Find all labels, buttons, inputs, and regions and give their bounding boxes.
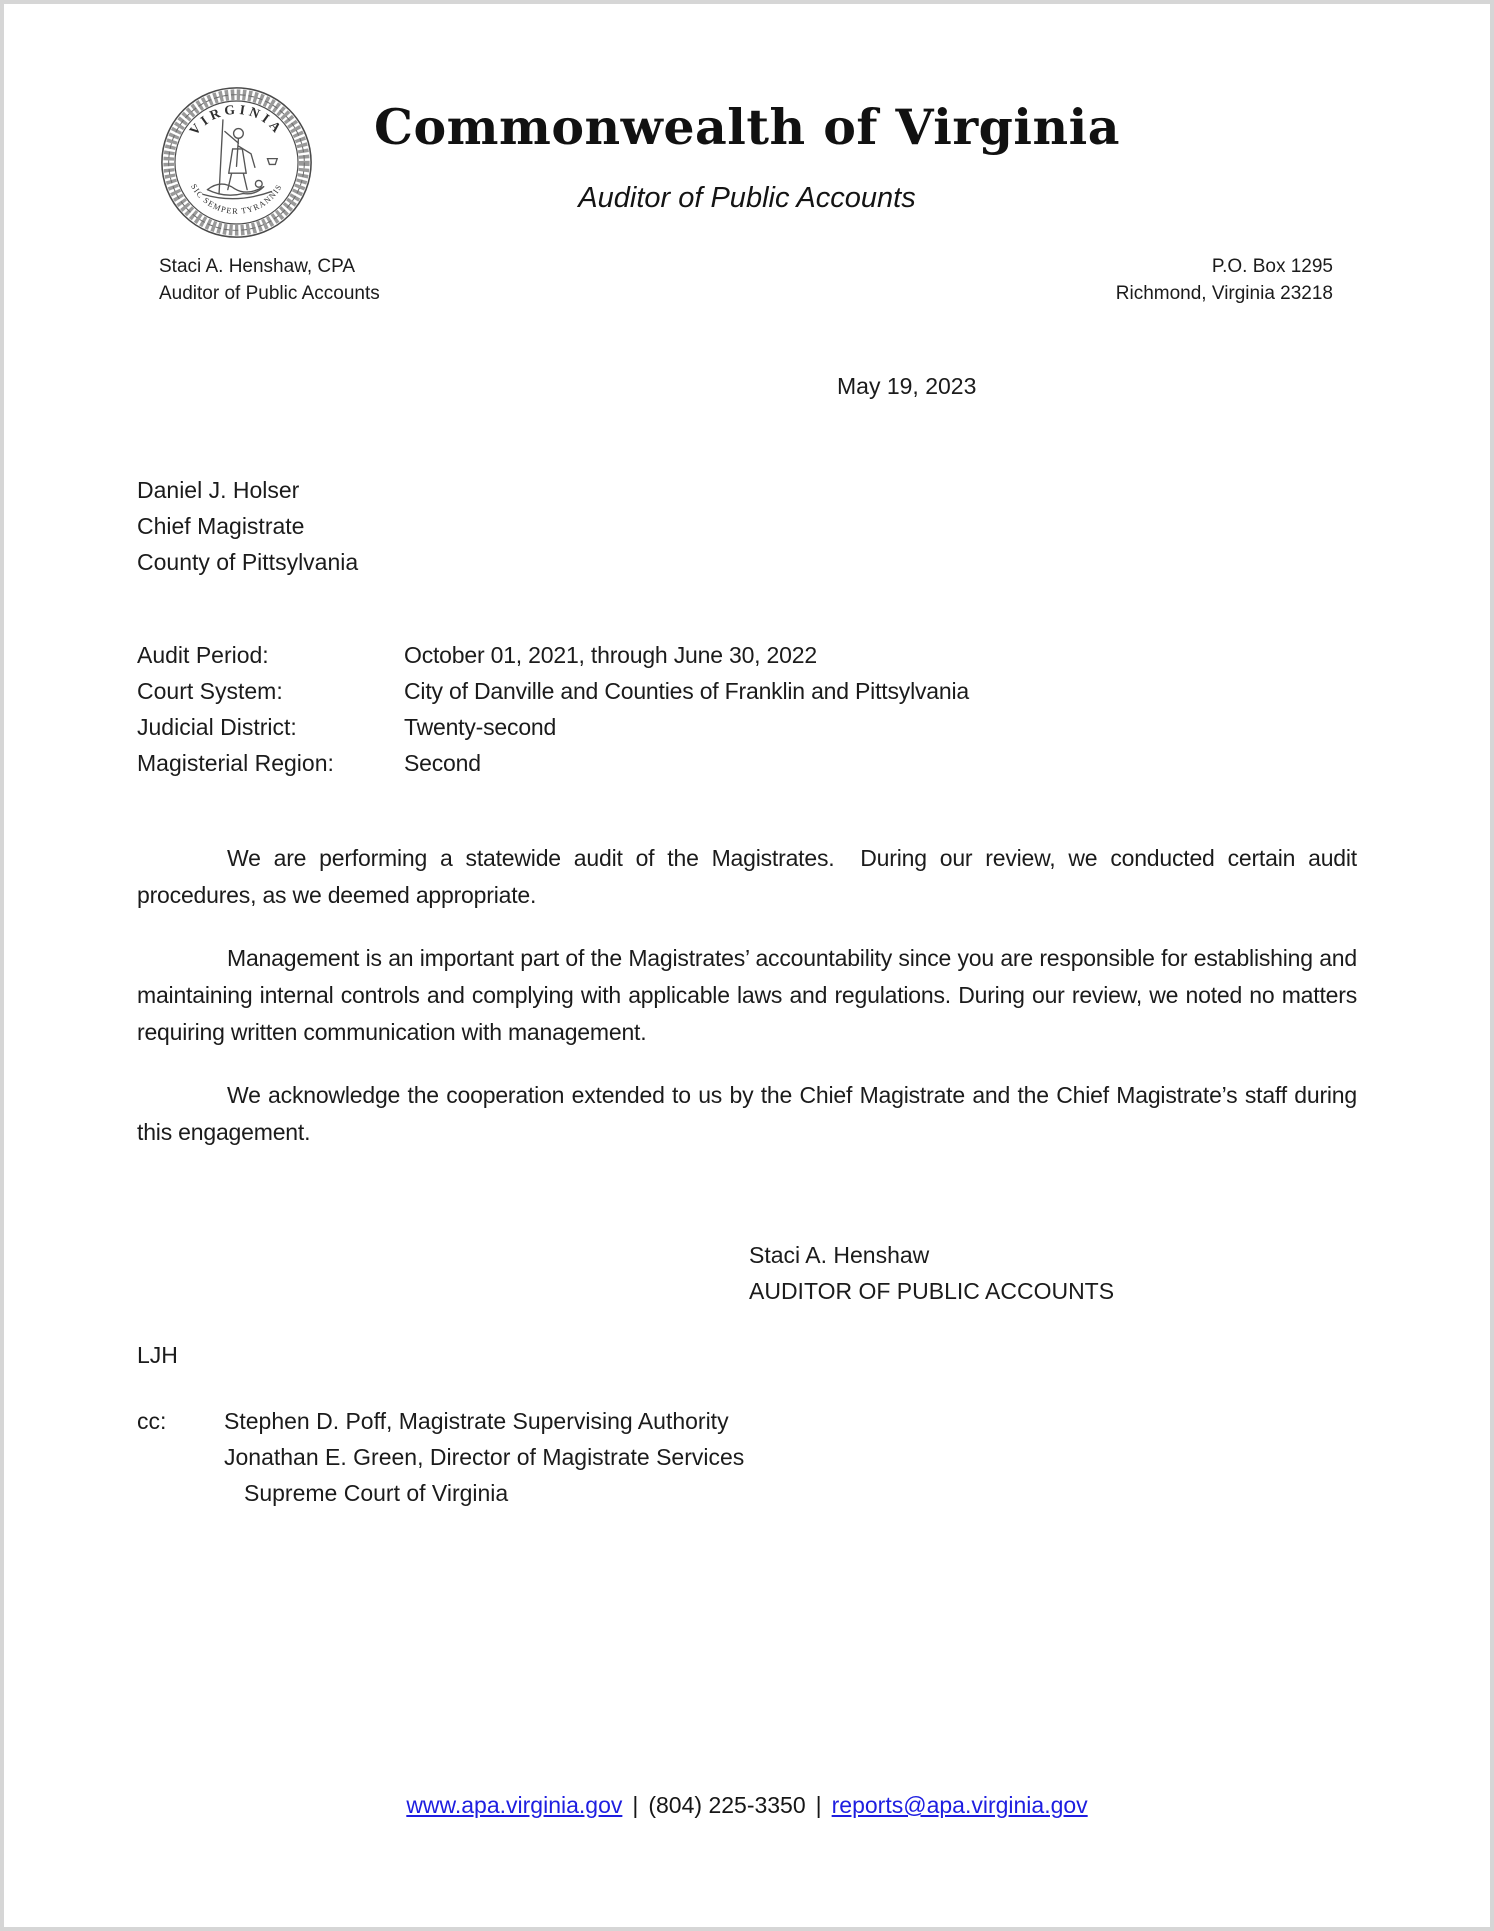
magisterial-region-label: Magisterial Region: — [137, 750, 334, 776]
signature-title: AUDITOR OF PUBLIC ACCOUNTS — [749, 1278, 1115, 1304]
org-subtitle: Auditor of Public Accounts — [578, 182, 916, 214]
signature-block — [749, 1237, 1357, 1309]
court-system-label: Court System: — [137, 678, 283, 704]
body-paragraph-1: We are performing a statewide audit of the Magistrates. During our review, we conducted certain audit procedures, as we deemed appropriate. — [137, 845, 1364, 908]
virginia-state-seal — [159, 85, 314, 240]
email-link[interactable]: reports@apa.virginia.gov — [831, 1792, 1088, 1818]
cc-entry-2: Jonathan E. Green, Director of Magistrate Services — [224, 1444, 745, 1470]
judicial-district-value: Twenty-second — [404, 714, 557, 740]
audit-period-value: October 01, 2021, through June 30, 2022 — [404, 642, 817, 668]
recipient-name: Daniel J. Holser — [137, 477, 300, 503]
letter-content — [4, 4, 1490, 1927]
cc-block — [137, 1403, 1357, 1511]
letterhead-titles — [137, 85, 1357, 215]
cc-entry-3: Supreme Court of Virginia — [244, 1480, 509, 1506]
seal-text-virginia: VIRGINIA — [186, 101, 287, 138]
audit-detail-row — [137, 673, 1357, 709]
cc-entries — [224, 1403, 744, 1511]
court-system-value: City of Danville and Counties of Franklin and Pittsylvania — [404, 678, 969, 704]
cc-entry-1: Stephen D. Poff, Magistrate Supervising Authority — [224, 1408, 729, 1434]
official-title: Auditor of Public Accounts — [159, 283, 380, 304]
seal-text-motto: SIC SEMPER TYRANNIS — [188, 182, 285, 216]
address-line-2: Richmond, Virginia 23218 — [1115, 283, 1333, 304]
official-name: Staci A. Henshaw, CPA — [159, 256, 356, 277]
audit-detail-row — [137, 745, 1357, 781]
office-address-block — [1116, 253, 1333, 307]
letter-footer — [137, 1787, 1357, 1823]
address-line-1: P.O. Box 1295 — [1211, 256, 1333, 277]
typist-initials: LJH — [137, 1342, 178, 1368]
recipient-location: County of Pittsylvania — [137, 549, 359, 575]
signature-name: Staci A. Henshaw — [749, 1242, 930, 1268]
magisterial-region-value: Second — [404, 750, 481, 776]
org-title: Commonwealth of Virginia — [374, 98, 1120, 156]
audit-period-label: Audit Period: — [137, 642, 269, 668]
official-name-block — [159, 253, 380, 307]
recipient-block — [137, 472, 1357, 580]
audit-details — [137, 637, 1357, 781]
judicial-district-label: Judicial District: — [137, 714, 297, 740]
audit-detail-row — [137, 709, 1357, 745]
website-link[interactable]: www.apa.virginia.gov — [406, 1792, 623, 1818]
footer-separator: | — [632, 1792, 639, 1818]
footer-separator: | — [815, 1792, 822, 1818]
body-paragraph-2: Management is an important part of the Magistrates’ accountability since you are responsible for establishing and maintaining internal controls and complying with applicable laws and regulations. During our review, we noted no matters requiring written communication with management. — [137, 945, 1364, 1045]
letter-date: May 19, 2023 — [837, 373, 977, 399]
cc-label: cc: — [137, 1408, 167, 1434]
phone-number: (804) 225-3350 — [648, 1792, 806, 1818]
state-seal-graphic — [159, 85, 314, 240]
letterhead — [137, 85, 1357, 253]
body-paragraph-3: We acknowledge the cooperation extended to us by the Chief Magistrate and the Chief Magistrate’s staff during this engagement. — [137, 1082, 1364, 1145]
recipient-title: Chief Magistrate — [137, 513, 305, 539]
audit-detail-row — [137, 637, 1357, 673]
letterhead-info-row — [137, 253, 1357, 307]
